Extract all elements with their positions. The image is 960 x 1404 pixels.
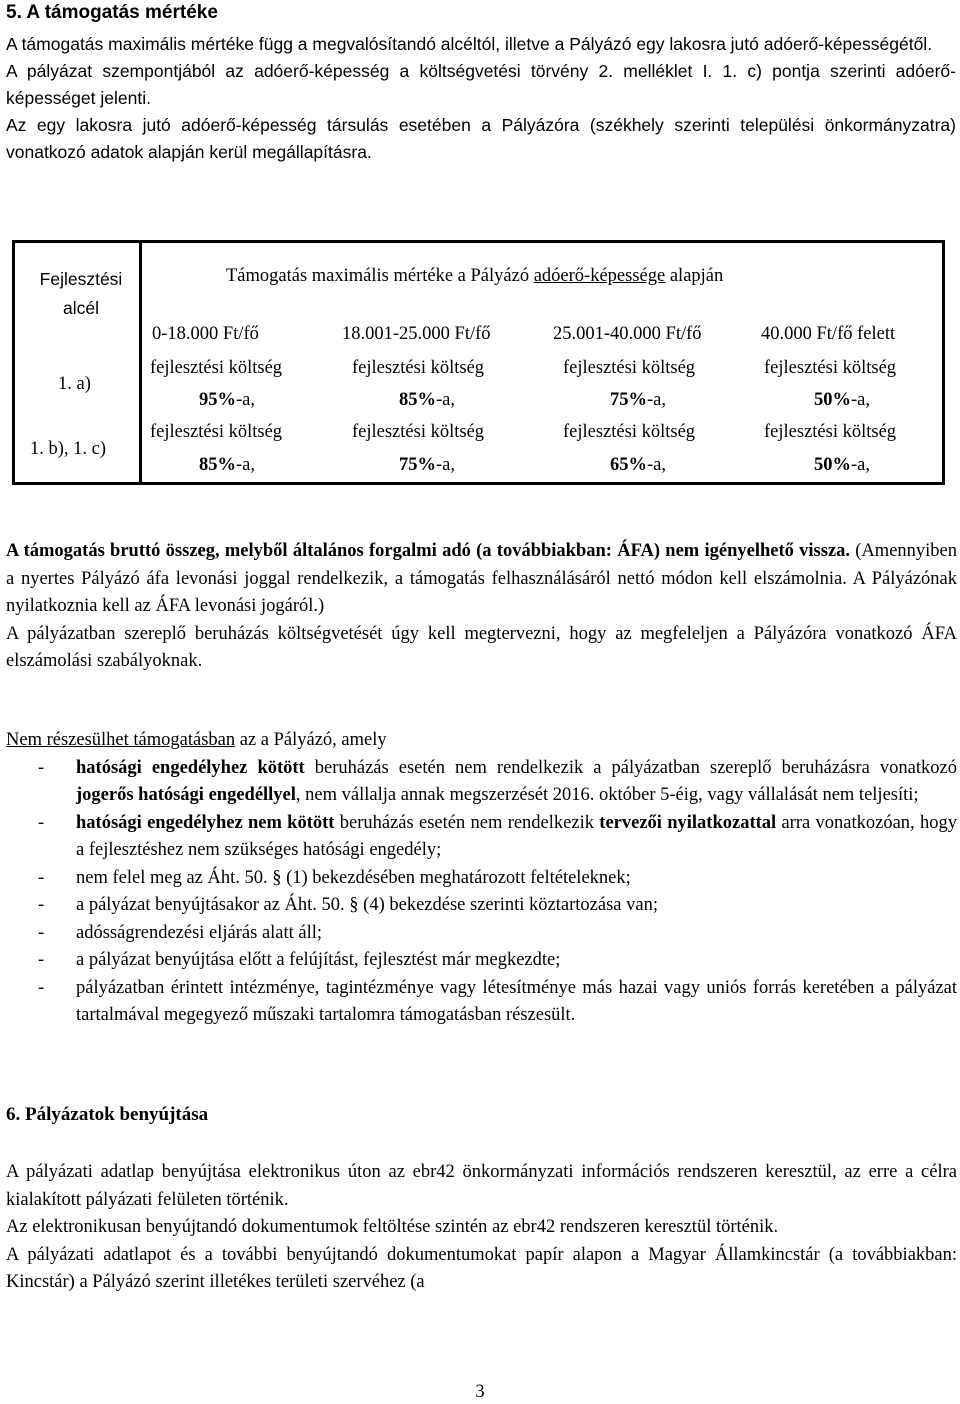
exclusion-intro — [6, 727, 957, 755]
exclusion-item-2: - hatósági engedélyhez nem kötött beruházás esetén nem rendelkezik tervezői nyilatkozattal arra vonatkozóan, hogy a fejlesztéshez nem szükséges hatósági engedély; — [38, 812, 957, 860]
section-6-paragraph-2: Az elektronikusan benyújtandó dokumentumok feltöltése szintén az ebr42 rendszeren keresztül történik. — [6, 1217, 779, 1237]
table-row-2-cost-3: fejlesztési költség — [563, 422, 696, 442]
exclusion-section — [6, 727, 957, 1030]
section-5-heading: 5. A támogatás mértéke — [6, 2, 218, 23]
table-bracket-2: 18.001-25.000 Ft/fő — [342, 324, 491, 344]
vat-section — [6, 538, 957, 676]
table-col-header-line-2: alcél — [63, 298, 99, 318]
table-title-post: alapján — [665, 266, 724, 286]
section-6-paragraph-1: A pályázati adatlap benyújtása elektronikus úton az ebr42 önkormányzati információs rendszeren keresztül, az erre a célra kialakított pályázati felületen történik. — [6, 1162, 957, 1210]
table-bracket-1: 0-18.000 Ft/fő — [152, 324, 259, 344]
page-number: 3 — [475, 1382, 485, 1402]
exclusion-item-1: - hatósági engedélyhez kötött beruházás esetén nem rendelkezik a pályázatban szereplő beruházásra vonatkozó jogerős hatósági engedéllyel, nem vállalja annak megszerzését 2016. október 5-éig, vagy vállalását nem teljesíti; — [38, 757, 957, 805]
table-row-2-label: 1. b), 1. c) — [30, 439, 107, 459]
table-row-2-rate-4: 50%-a, — [814, 455, 870, 475]
vat-paragraph-2: A pályázatban szereplő beruházás költségvetését úgy kell megtervezni, hogy az megfeleljen a Pályázóra vonatkozó ÁFA elszámolási szabályoknak. — [6, 623, 957, 671]
table-row-1-cost-2: fejlesztési költség — [352, 358, 485, 378]
vat-normal-text: (Amennyiben a nyertes Pályázó áfa levonási joggal rendelkezik, a támogatás felhasználásáról nettó módon kell elszámolnia. A Pályázónak nyilatkoznia kell az ÁFA levonási jogáról.) — [6, 541, 957, 616]
exclusion-item-3: - nem felel meg az Áht. 50. § (1) bekezdésében meghatározott feltételeknek; — [38, 867, 631, 888]
table-bracket-3: 25.001-40.000 Ft/fő — [553, 324, 702, 344]
table-bracket-4: 40.000 Ft/fő felett — [761, 324, 896, 344]
exclusion-item-6: - a pályázat benyújtása előtt a felújítást, fejlesztést már megkezdte; — [38, 950, 561, 970]
exclusion-intro-underlined: Nem részesülhet támogatásban — [6, 730, 236, 750]
table-title-pre: Támogatás maximális mértéke a Pályázó — [226, 266, 534, 286]
vat-bold-text: A támogatás bruttó összeg, melyből általános forgalmi adó (a továbbiakban: ÁFA) nem igényelhető vissza. — [6, 541, 851, 561]
table-row-1-rate-3: 75%-a, — [610, 390, 666, 410]
exclusion-item-4: - a pályázat benyújtásakor az Áht. 50. § (4) bekezdése szerinti köztartozása van; — [38, 895, 658, 915]
vat-paragraph-1 — [6, 538, 957, 621]
table-row-1-label: 1. a) — [58, 374, 91, 394]
table-row-1-rate-1: 95%-a, — [199, 390, 255, 410]
table-row-1-cost-3: fejlesztési költség — [563, 358, 696, 378]
table-col-header-line-1: Fejlesztési — [39, 269, 123, 289]
section-5-body — [6, 31, 956, 166]
table-row-2-cost-1: fejlesztési költség — [150, 422, 283, 442]
section-5-paragraph-3: Az egy lakosra jutó adóerő-képesség társulás esetében a Pályázóra (székhely szerinti települési önkormányzatra) vonatkozó adatok alapján kerül megállapításra. — [6, 115, 956, 162]
table-title — [226, 266, 723, 287]
table-row-2-cost-2: fejlesztési költség — [352, 422, 485, 442]
table-row-2-cost-4: fejlesztési költség — [764, 422, 897, 442]
exclusion-intro-rest: az a Pályázó, amely — [235, 730, 387, 750]
exclusion-item-5: - adósságrendezési eljárás alatt áll; — [38, 922, 323, 943]
section-6-paragraph-3: A pályázati adatlapot és a további benyújtandó dokumentumokat papír alapon a Magyar Államkincstár (a továbbiakban: Kincstár) a Pályázó szerint illetékes területi szervéhez (a — [6, 1244, 957, 1292]
section-5-paragraph-1: A támogatás maximális mértéke függ a megvalósítandó alcéltól, illetve a Pályázó egy lakosra jutó adóerő-képességétől. — [6, 34, 933, 54]
table-row-1-cost-1: fejlesztési költség — [150, 358, 283, 378]
exclusion-item-7: - pályázatban érintett intézménye, tagintézménye vagy létesítménye más hazai vagy uniós forrás keretében a pályázat tartalmával megegyező műszaki tartalomra támogatásban részesült. — [38, 977, 957, 1025]
section-6-heading: 6. Pályázatok benyújtása — [6, 1104, 209, 1125]
table-title-underlined: adóerő-képessége — [533, 266, 666, 286]
table-row-1-rate-2: 85%-a, — [399, 390, 455, 410]
section-5-paragraph-2: A pályázat szempontjából az adóerő-képesség a költségvetési törvény 2. melléklet I. 1. c) pontja szerinti adóerő-képességet jelenti. — [6, 61, 956, 108]
table-row-2-rate-3: 65%-a, — [610, 455, 666, 475]
table-row-2-rate-2: 75%-a, — [399, 455, 455, 475]
table-row-2-rate-1: 85%-a, — [199, 455, 255, 475]
table-row-1-rate-4: 50%-a, — [814, 390, 870, 410]
table-row-1-cost-4: fejlesztési költség — [764, 358, 897, 378]
section-6-body — [6, 1159, 957, 1297]
